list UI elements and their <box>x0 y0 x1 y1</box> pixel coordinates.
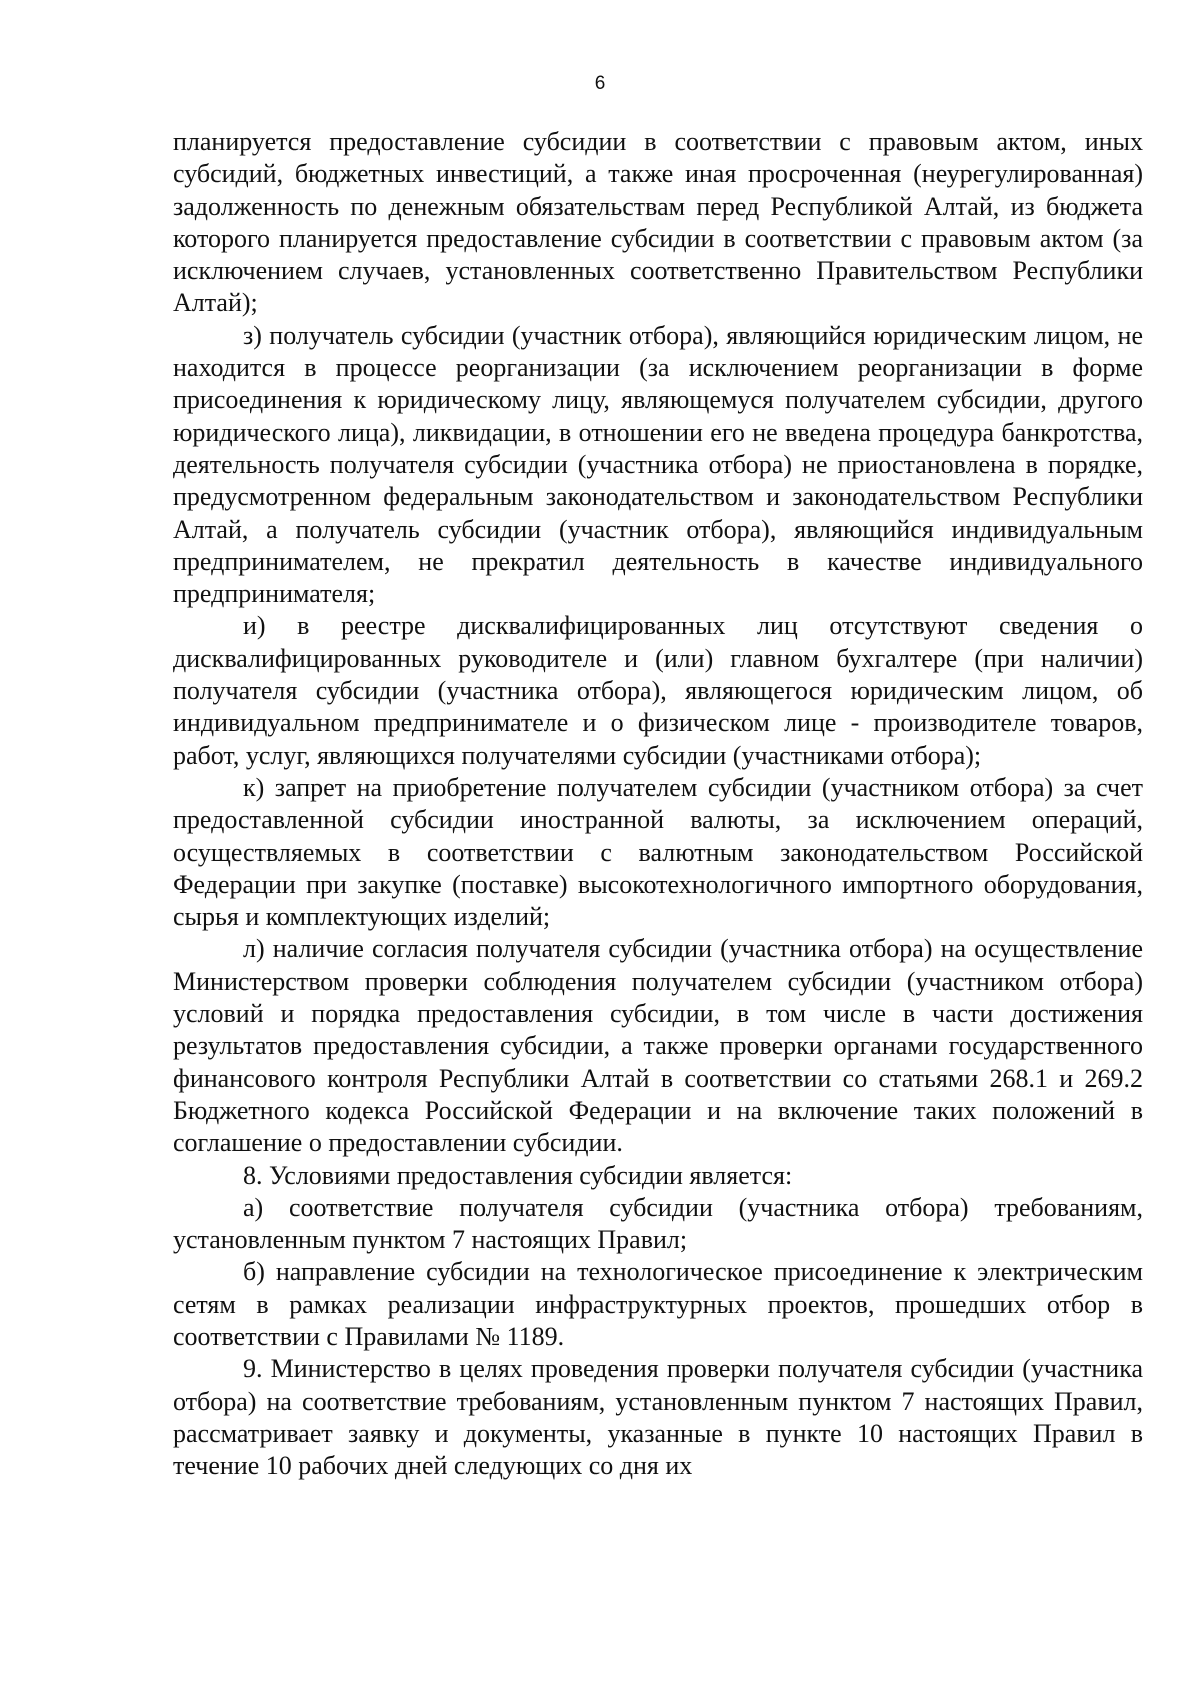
paragraph-item-k: к) запрет на приобретение получателем субсидии (участником отбора) за счет предоставленной субсидии иностранной валюты, за исключением операций, осуществляемых в соответствии с валютным законодательством Российской Федерации при закупке (поставке) высокотехнологичного импортного оборудования, сырья и комплектующих изделий; <box>173 772 1143 932</box>
paragraph-section-8: 8. Условиями предоставления субсидии является: <box>243 1160 793 1190</box>
document-body <box>173 126 1143 1482</box>
paragraph-item-z: з) получатель субсидии (участник отбора), являющийся юридическим лицом, не находится в процессе реорганизации (за исключением реорганизации в форме присоединения к юридическому лицу, являющемуся получателем субсидии, другого юридического лица), ликвидации, в отношении его не введена процедура банкротства, деятельность получателя субсидии (участника отбора) не приостановлена в порядке, предусмотренном федеральным законодательством и законодательством Республики Алтай, а получатель субсидии (участник отбора), являющийся индивидуальным предпринимателем, не прекратил деятельность в качестве индивидуального предпринимателя; <box>173 320 1143 609</box>
paragraph-item-b: б) направление субсидии на технологическое присоединение к электрическим сетям в рамках реализации инфраструктурных проектов, прошедших отбор в соответствии с Правилами № 1189. <box>173 1257 1143 1351</box>
paragraph-continuation: планируется предоставление субсидии в соответствии с правовым актом, иных субсидий, бюджетных инвестиций, а также иная просроченная (неурегулированная) задолженность по денежным обязательствам перед Республикой Алтай, из бюджета которого планируется предоставление субсидии в соответствии с правовым актом (за исключением случаев, установленных соответственно Правительством Республики Алтай); <box>173 127 1143 318</box>
paragraph-item-l: л) наличие согласия получателя субсидии (участника отбора) на осуществление Министерством проверки соблюдения получателем субсидии (участником отбора) условий и порядка предоставления субсидии, в том числе в части достижения результатов предоставления субсидии, а также проверки органами государственного финансового контроля Республики Алтай в соответствии со статьями 268.1 и 269.2 Бюджетного кодекса Российской Федерации и на включение таких положений в соглашение о предоставлении субсидии. <box>173 934 1143 1158</box>
paragraph-item-i: и) в реестре дисквалифицированных лиц отсутствуют сведения о дисквалифицированных руководителе и (или) главном бухгалтере (при наличии) получателя субсидии (участника отбора), являющегося юридическим лицом, об индивидуальном предпринимателе и о физическом лице - производителе товаров, работ, услуг, являющихся получателями субсидии (участниками отбора); <box>173 611 1143 770</box>
paragraph-section-9: 9. Министерство в целях проведения проверки получателя субсидии (участника отбора) на соответствие требованиям, установленным пунктом 7 настоящих Правил, рассматривает заявку и документы, указанные в пункте 10 настоящих Правил в течение 10 рабочих дней следующих со дня их <box>173 1354 1143 1481</box>
paragraph-item-a: а) соответствие получателя субсидии (участника отбора) требованиям, установленным пунктом 7 настоящих Правил; <box>173 1192 1143 1255</box>
page-number: 6 <box>594 73 606 94</box>
